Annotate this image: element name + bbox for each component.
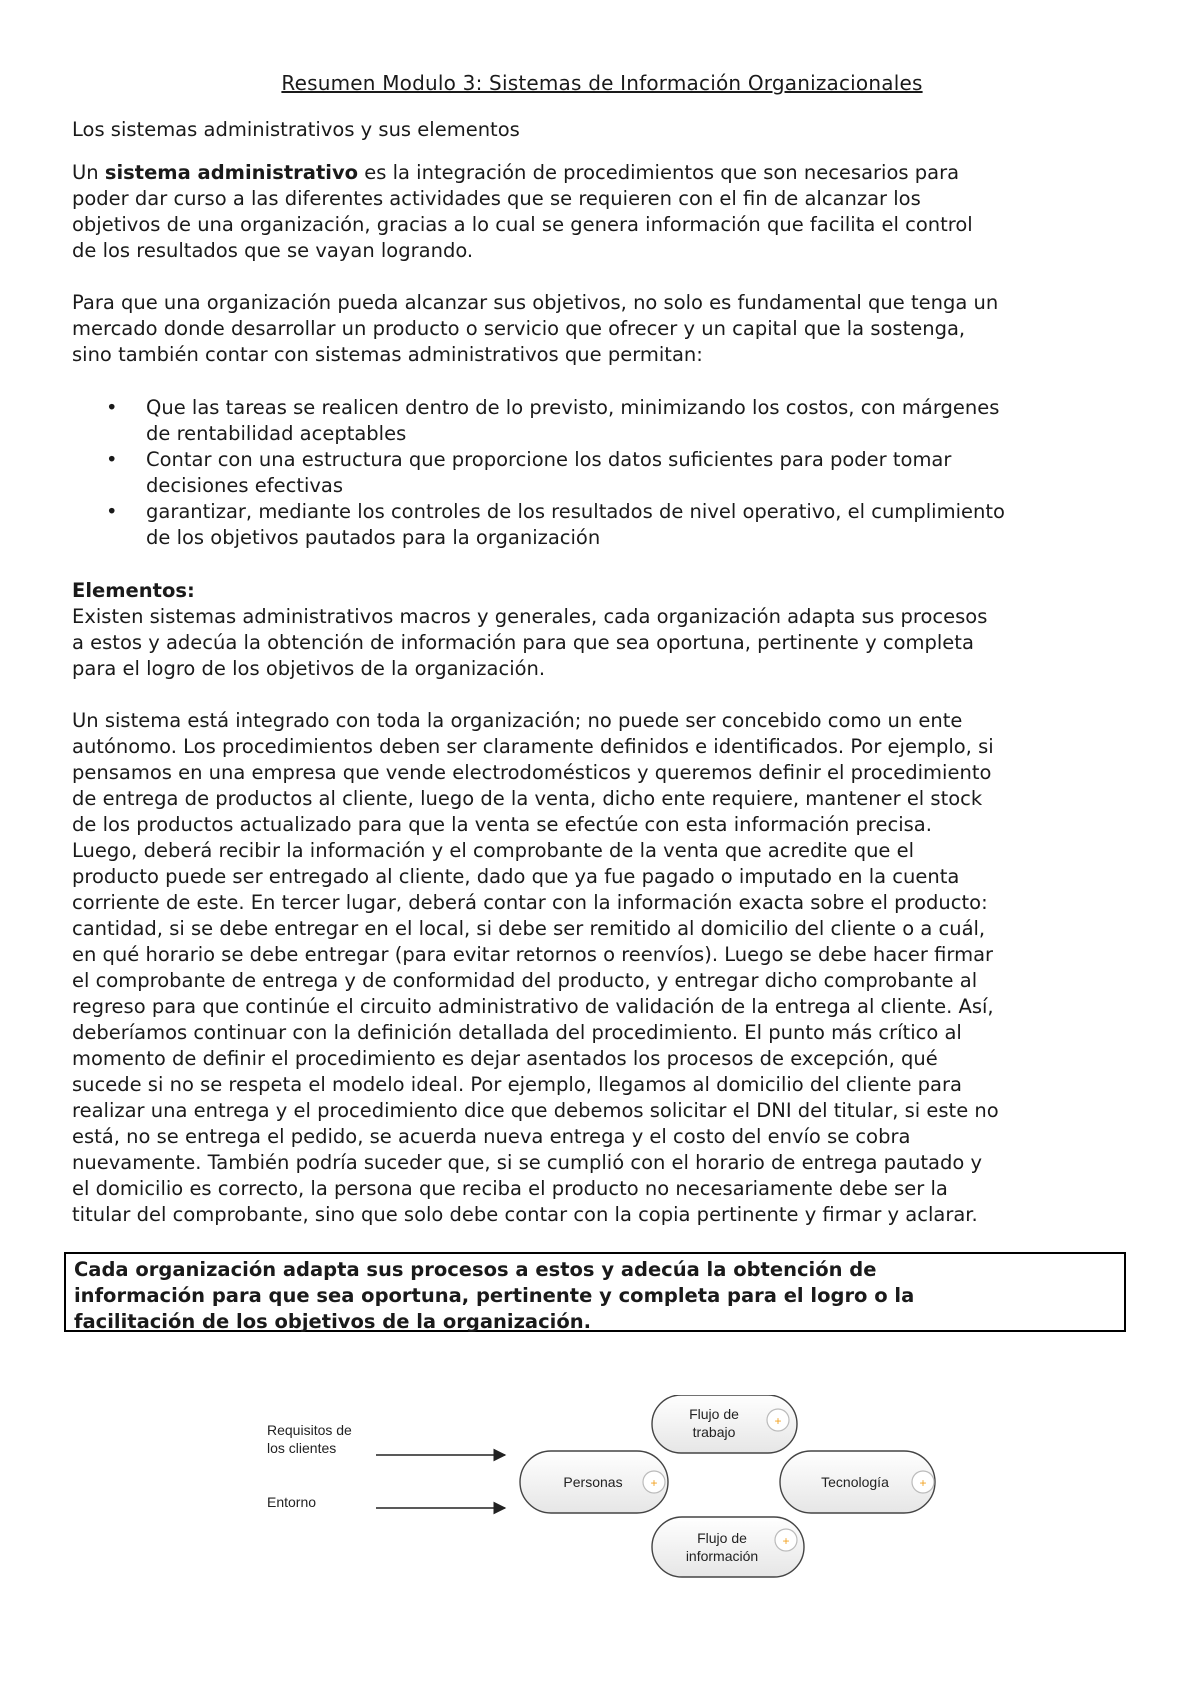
node-top-line1: Flujo de — [689, 1406, 739, 1422]
procedure-line: producto puede ser entregado al cliente, dado que ya fue pagado o imputado en la cuenta — [72, 865, 960, 888]
procedure-line: está, no se entrega el pedido, se acuerda nueva entrega y el costo del envío se cobra — [72, 1125, 911, 1148]
procedure-line: de entrega de productos al cliente, luego de la venta, dicho ente requiere, mantener el stock — [72, 787, 983, 810]
bullet-line: decisiones efectivas — [146, 474, 344, 497]
bullet-line: de los objetivos pautados para la organización — [146, 526, 601, 549]
intro-line-4: de los resultados que se vayan logrando. — [72, 239, 474, 262]
bullet-line: de rentabilidad aceptables — [146, 422, 407, 445]
procedure-line: corriente de este. En tercer lugar, deberá contar con la información exacta sobre el producto: — [72, 891, 988, 914]
node-personas — [520, 1451, 668, 1513]
input-label-entorno: Entorno — [267, 1494, 317, 1510]
node-tecnologia — [780, 1451, 935, 1513]
intro-prefix: Un — [72, 161, 105, 184]
box-line: información para que sea oportuna, pertinente y completa para el logro o la — [74, 1284, 915, 1307]
elementos-line: a estos y adecúa la obtención de información para que sea oportuna, pertinente y completa — [72, 631, 974, 654]
input-label-requisitos: Requisitos de — [267, 1422, 352, 1438]
system-elements-diagram — [258, 1395, 958, 1595]
input-label-clientes: los clientes — [267, 1440, 337, 1456]
plus-icon-glyph: + — [782, 1534, 790, 1548]
procedure-line: de los productos actualizado para que la venta se efectúe con esta información precisa. — [72, 813, 932, 836]
procedure-paragraph — [72, 708, 1132, 1228]
procedure-line: pensamos en una empresa que vende electrodomésticos y queremos definir el procedimiento — [72, 761, 992, 784]
box-line: Cada organización adapta sus procesos a estos y adecúa la obtención de — [74, 1258, 877, 1281]
bullet-icon: • — [106, 396, 118, 419]
procedure-line: momento de definir el procedimiento es dejar asentados los procesos de excepción, qué — [72, 1047, 938, 1070]
plus-icon-glyph: + — [650, 1476, 658, 1490]
procedure-line: en qué horario se debe entregar (para evitar retornos o reenvíos). Luego se debe hacer firmar — [72, 943, 994, 966]
objectives-paragraph — [72, 290, 1132, 368]
procedure-line: sucede si no se respeta el modelo ideal. Por ejemplo, llegamos al domicilio del cliente para — [72, 1073, 962, 1096]
bullet-line: Que las tareas se realicen dentro de lo previsto, minimizando los costos, con márgenes — [146, 396, 1000, 419]
procedure-line: el domicilio es correcto, la persona que reciba el producto no necesariamente debe ser la — [72, 1177, 948, 1200]
node-left-label: Personas — [563, 1474, 623, 1490]
elementos-line: para el logro de los objetivos de la organización. — [72, 657, 546, 680]
list-item — [72, 447, 1132, 499]
elementos-heading: Elementos: — [72, 579, 195, 602]
node-top-line2: trabajo — [692, 1424, 736, 1440]
page-title: Resumen Modulo 3: Sistemas de Información Organizacionales — [281, 71, 923, 95]
intro-line-1: es la integración de procedimientos que son necesarios para — [358, 161, 960, 184]
procedure-line: Luego, deberá recibir la información y el comprobante de la venta que acredite que el — [72, 839, 915, 862]
highlight-box — [64, 1252, 1126, 1332]
bullet-line: Contar con una estructura que proporcione los datos suficientes para poder tomar — [146, 448, 952, 471]
plus-icon-glyph: + — [774, 1414, 782, 1428]
para2-line: sino también contar con sistemas administrativos que permitan: — [72, 343, 703, 366]
list-item — [72, 395, 1132, 447]
node-bottom-line2: información — [685, 1548, 759, 1564]
procedure-line: autónomo. Los procedimientos deben ser claramente definidos e identificados. Por ejemplo, si — [72, 735, 994, 758]
procedure-line: nuevamente. También podría suceder que, si se cumplió con el horario de entrega pautado y — [72, 1151, 983, 1174]
node-bottom-line1: Flujo de — [697, 1530, 747, 1546]
list-item — [72, 499, 1132, 551]
node-right-label: Tecnología — [821, 1474, 889, 1490]
elementos-paragraph — [72, 604, 1132, 682]
intro-bold-term: sistema administrativo — [104, 161, 359, 184]
procedure-line: realizar una entrega y el procedimiento dice que debemos solicitar el DNI del titular, si este no — [72, 1099, 999, 1122]
para2-line: Para que una organización pueda alcanzar sus objetivos, no solo es fundamental que tenga un — [72, 291, 999, 314]
plus-icon-glyph: + — [919, 1476, 927, 1490]
procedure-line: el comprobante de entrega y de conformidad del producto, y entregar dicho comprobante al — [72, 969, 978, 992]
node-flujo-informacion — [652, 1517, 804, 1577]
elementos-line: Existen sistemas administrativos macros y generales, cada organización adapta sus procesos — [72, 605, 988, 628]
bullet-list — [72, 395, 1132, 551]
box-line: facilitación de los objetivos de la organización. — [74, 1310, 592, 1333]
procedure-line: Un sistema está integrado con toda la organización; no puede ser concebido como un ente — [72, 709, 963, 732]
procedure-line: regreso para que continúe el circuito administrativo de validación de la entrega al cliente. Así, — [72, 995, 994, 1018]
intro-line-3: objetivos de una organización, gracias a lo cual se genera información que facilita el control — [72, 213, 973, 236]
intro-paragraph — [72, 160, 1132, 264]
bullet-line: garantizar, mediante los controles de los resultados de nivel operativo, el cumplimiento — [146, 500, 1005, 523]
intro-line-2: poder dar curso a las diferentes actividades que se requieren con el fin de alcanzar los — [72, 187, 921, 210]
bullet-icon: • — [106, 500, 118, 523]
diagram-svg — [258, 1395, 958, 1595]
section-subtitle: Los sistemas administrativos y sus elementos — [72, 118, 520, 141]
bullet-icon: • — [106, 448, 118, 471]
procedure-line: titular del comprobante, sino que solo debe contar con la copia pertinente y firmar y aclarar. — [72, 1203, 978, 1226]
procedure-line: deberíamos continuar con la definición detallada del procedimiento. El punto más crítico al — [72, 1021, 962, 1044]
procedure-line: cantidad, si se debe entregar en el local, si debe ser remitido al domicilio del cliente o a cuál, — [72, 917, 986, 940]
node-flujo-trabajo — [652, 1395, 797, 1453]
para2-line: mercado donde desarrollar un producto o servicio que ofrecer y un capital que la sostenga, — [72, 317, 966, 340]
